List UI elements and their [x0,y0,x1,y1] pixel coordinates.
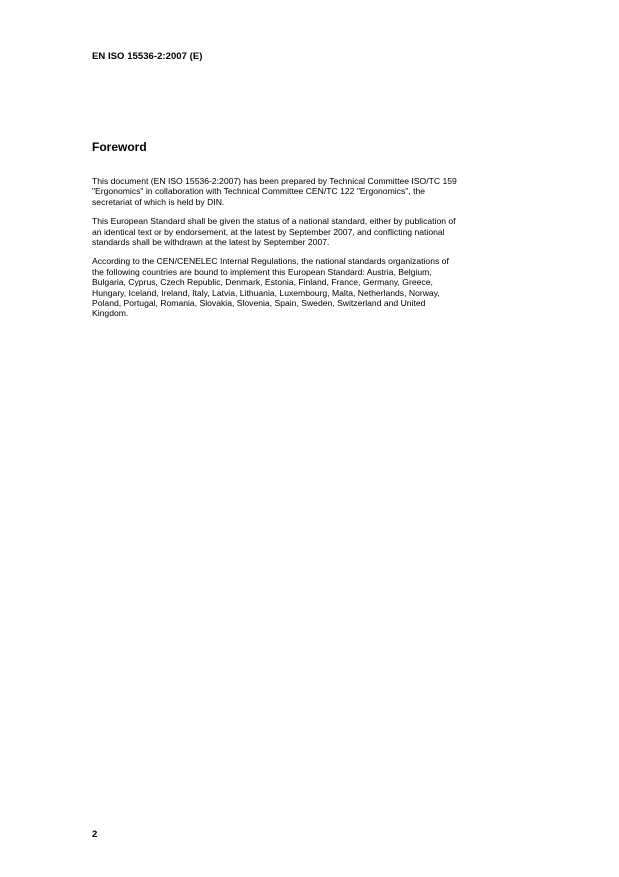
text-line: standards shall be withdrawn at the latest by September 2007. [92,237,330,248]
text-line: This European Standard shall be given the status of a national standard, either by publication of [92,216,456,227]
paragraph-1 [92,176,547,207]
text-line: Kingdom. [92,308,129,319]
section-title: Foreword [92,140,147,154]
text-line: "Ergonomics" in collaboration with Technical Committee CEN/TC 122 "Ergonomics", the [92,186,426,197]
document-header: EN ISO 15536-2:2007 (E) [92,51,203,62]
paragraph-3 [92,256,547,318]
text-line: Hungary, Iceland, Ireland, Italy, Latvia, Lithuania, Luxembourg, Malta, Netherlands, Norway, [92,287,440,298]
text-line: secretariat of which is held by DIN. [92,196,225,207]
text-line: Bulgaria, Cyprus, Czech Republic, Denmark, Estonia, Finland, France, Germany, Greece, [92,277,433,288]
text-line: the following countries are bound to implement this European Standard: Austria, Belgium, [92,266,432,277]
text-line: According to the CEN/CENELEC Internal Regulations, the national standards organizations of [92,256,449,267]
page-number: 2 [92,829,98,840]
text-line: Poland, Portugal, Romania, Slovakia, Slovenia, Spain, Sweden, Switzerland and United [92,298,426,309]
paragraph-2 [92,216,547,247]
text-line: This document (EN ISO 15536-2:2007) has been prepared by Technical Committee ISO/TC 159 [92,176,457,186]
text-line: an identical text or by endorsement, at the latest by September 2007, and conflicting national [92,226,445,237]
foreword-body [92,176,547,328]
